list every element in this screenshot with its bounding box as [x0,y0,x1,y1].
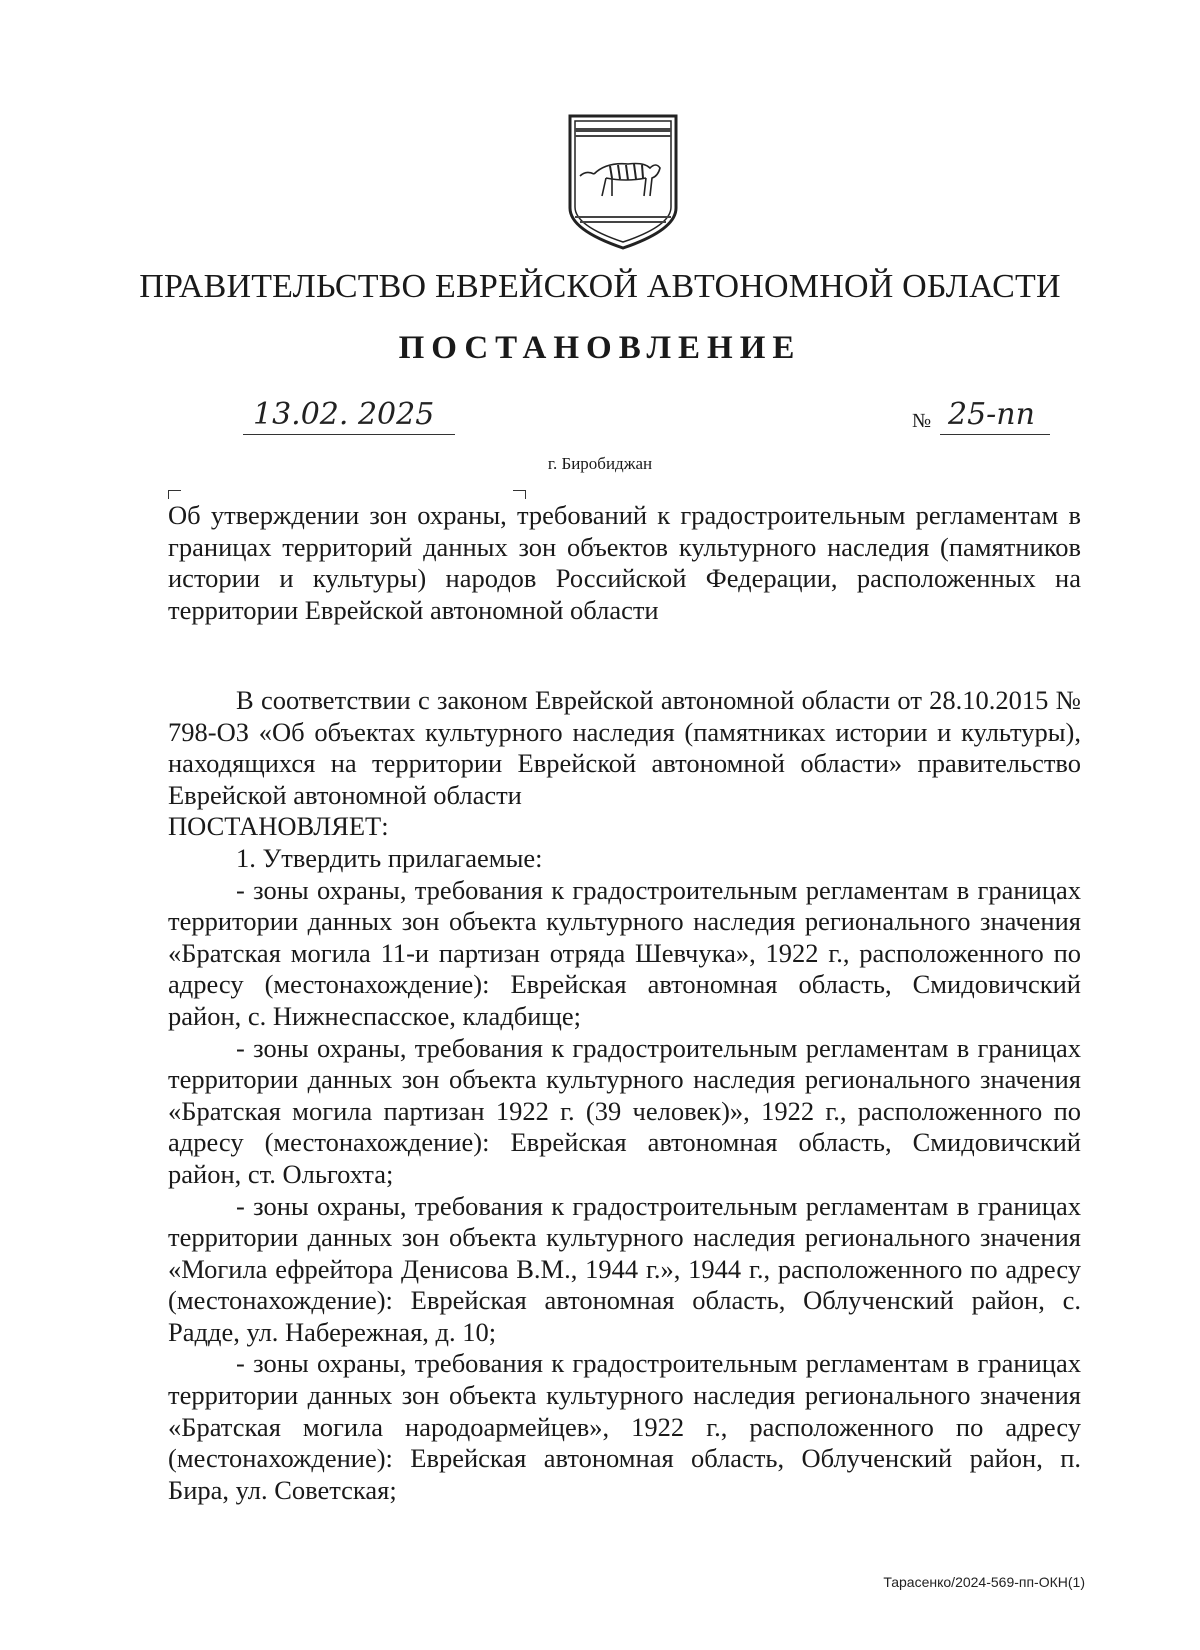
list-item: - зоны охраны, требования к градостроительным регламентам в границах территории данных зон объекта культурного наследия регионального значения «Братская могила партизан 1922 г. (39 человек)», 1922 г., расположенного по адресу (местонахождение): Еврейская автономная область, Смидовичский район, ст. Ольгохта; [168,1032,1081,1189]
point-1: 1. Утвердить прилагаемые: [236,842,543,873]
coat-of-arms-icon [566,112,680,252]
preamble-paragraph: В соответствии с законом Еврейской автономной области от 28.10.2015 № 798-ОЗ «Об объектах культурного наследия (памятниках истории и культуры), находящихся на территории Еврейской автономной области» правительство Еврейской автономной области [168,685,1081,810]
date-field [243,396,455,435]
subject-corner-right [513,490,526,499]
document-subject: Об утверждении зон охраны, требований к градостроительным регламентам в границах территорий данных зон объектов культурного наследия (памятников истории и культуры) народов Российской Федерации, расположенных на территории Еврейской автономной области [168,500,1081,625]
number-label: № [912,410,932,432]
list-item: - зоны охраны, требования к градостроительным регламентам в границах территории данных зон объекта культурного наследия регионального значения «Могила ефрейтора Денисова В.М., 1944 г.», 1944 г., расположенного по адресу (местонахождение): Еврейская автономная область, Облученский район, с. Радде, ул. Набережная, д. 10; [168,1190,1081,1347]
government-title: ПРАВИТЕЛЬСТВО ЕВРЕЙСКОЙ АВТОНОМНОЙ ОБЛАСТИ [139,268,1061,305]
document-type-title: ПОСТАНОВЛЕНИЕ [398,330,802,366]
city-label: г. Биробиджан [547,454,653,473]
document-body [168,685,1081,1506]
handwritten-number: 25-пп [948,397,1035,432]
handwritten-date: 13.02. 2025 [253,397,435,432]
subject-corner-left [168,490,181,499]
number-field [940,396,1050,435]
decree-word: ПОСТАНОВЛЯЕТ: [168,811,389,842]
footer-reference: Тарасенко/2024-569-пп-ОКН(1) [883,1574,1085,1590]
list-item: - зоны охраны, требования к градостроительным регламентам в границах территории данных зон объекта культурного наследия регионального значения «Братская могила народоармейцев», 1922 г., расположенного по адресу (местонахождение): Еврейская автономная область, Облученский район, п. Бира, ул. Советская; [168,1348,1081,1505]
list-item: - зоны охраны, требования к градостроительным регламентам в границах территории данных зон объекта культурного наследия регионального значения «Братская могила 11-и партизан отряда Шевчука», 1922 г., расположенного по адресу (местонахождение): Еврейская автономная область, Смидовичский район, с. Нижнеспасское, кладбище; [168,874,1081,1031]
